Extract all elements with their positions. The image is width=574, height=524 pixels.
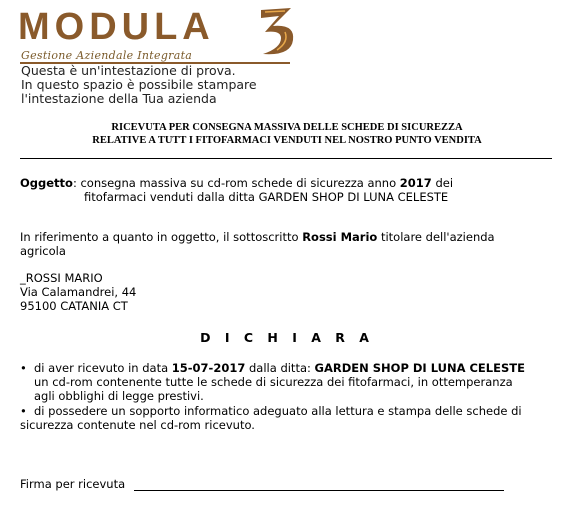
- bullet-dot: •: [20, 361, 27, 375]
- bullet-dot: •: [20, 404, 27, 418]
- bullet-device-line-2: sicurezza contenute nel cd-rom ricevuto.: [20, 418, 255, 432]
- logo-three-mark: [255, 4, 299, 58]
- signer-name: Rossi Mario: [302, 230, 378, 244]
- header-line-3: l'intestazione della Tua azienda: [21, 91, 217, 106]
- logo-wordmark: MODULA: [18, 6, 215, 48]
- reference-line: [20, 230, 495, 244]
- title-divider: [20, 158, 552, 159]
- signature-line: [134, 490, 504, 491]
- logo-subtitle: Gestione Aziendale Integrata: [21, 49, 193, 62]
- signature-label: Firma per ricevuta: [20, 477, 126, 491]
- bullet-device-line-1: di possedere un sopporto informatico adeguato alla lettura e stampa delle schede di: [34, 404, 522, 418]
- shop-name: GARDEN SHOP DI LUNA CELESTE: [314, 361, 525, 375]
- bullet-item-receipt: [20, 361, 560, 405]
- bullet-item-device: [20, 404, 560, 434]
- subject-line-2: fitofarmaci venduti dalla ditta GARDEN SHOP DI LUNA CELESTE: [84, 190, 449, 204]
- document-title-line-1: RICEVUTA PER CONSEGNA MASSIVA DELLE SCHEDE DI SICUREZZA: [111, 122, 463, 133]
- reference-text: In riferimento a quanto in oggetto, il sottoscritto: [20, 230, 303, 244]
- subject-year: 2017: [399, 176, 432, 190]
- bullet-receipt-text-2: dalla ditta:: [245, 361, 315, 375]
- header-line-1: Questa è un'intestazione di prova.: [21, 63, 236, 78]
- subject-text: : consegna massiva su cd-rom schede di sicurezza anno: [72, 176, 400, 190]
- bullet-receipt-text: di aver ricevuto in data: [34, 361, 172, 375]
- document-title-line-2: RELATIVE A TUTT I FITOFARMACI VENDUTI NEL NOSTRO PUNTO VENDITA: [92, 135, 482, 146]
- address-street: Via Calamandrei, 44: [20, 285, 137, 299]
- header-line-2: In questo spazio è possibile stampare: [21, 77, 257, 92]
- bullet-receipt-line-2: un cd-rom contenente tutte le schede di sicurezza dei fitofarmaci, in ottemperanza: [34, 375, 513, 389]
- address-name: _ROSSI MARIO: [20, 271, 103, 285]
- reference-text-end: titolare dell'azienda: [377, 230, 495, 244]
- bullet-receipt-line-3: agli obblighi di legge prestivi.: [34, 389, 204, 403]
- reference-line-2: agricola: [20, 244, 66, 258]
- subject-text-end: dei: [431, 176, 454, 190]
- subject-label: Oggetto: [20, 176, 73, 190]
- address-city: 95100 CATANIA CT: [20, 299, 128, 313]
- declaration-heading: D I C H I A R A: [200, 330, 374, 345]
- subject-line: [20, 176, 453, 190]
- receipt-date: 15-07-2017: [171, 361, 246, 375]
- bullet-receipt-line-1: [34, 361, 525, 375]
